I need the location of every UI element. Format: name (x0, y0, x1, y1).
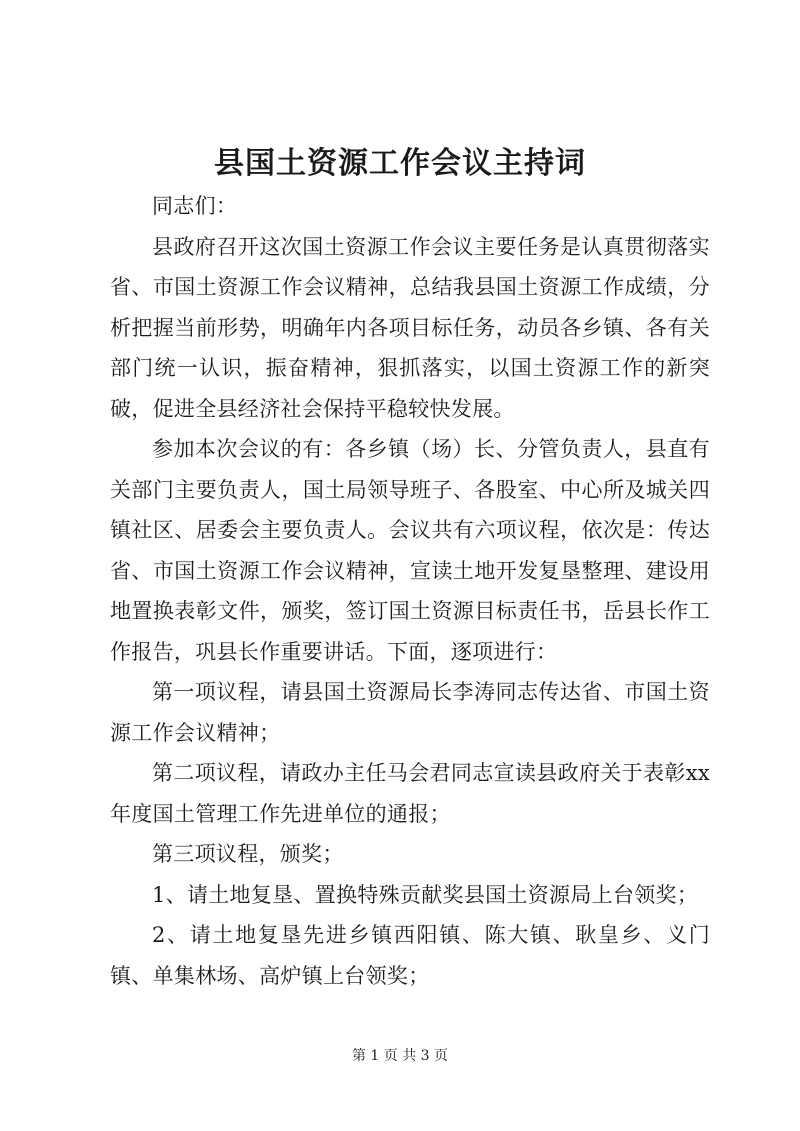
paragraph-agenda-3: 第三项议程，颁奖； (152, 842, 344, 866)
paragraph-agenda-1: 第一项议程，请县国土资源局长李涛同志传达省、市国土资源工作会议精神； (110, 680, 710, 745)
paragraph-agenda-2: 第二项议程，请政办主任马会君同志宣读县政府关于表彰xx年度国土管理工作先进单位的通报； (110, 761, 710, 826)
document-title: 县国土资源工作会议主持词 (214, 146, 586, 181)
page-number-footer: 第 1 页 共 3 页 (351, 1048, 449, 1064)
paragraph-purpose: 县政府召开这次国土资源工作会议主要任务是认真贯彻落实省、市国土资源工作会议精神，总结我县国土资源工作成绩，分析把握当前形势，明确年内各项目标任务，动员各乡镇、各有关部门统一认识，振奋精神，狠抓落实，以国土资源工作的新突破，促进全县经济社会保持平稳较快发展。 (110, 234, 710, 421)
paragraph-attendees: 参加本次会议的有：各乡镇（场）长、分管负责人，县直有关部门主要负责人，国土局领导班子、各股室、中心所及城关四镇社区、居委会主要负责人。会议共有六项议程，依次是：传达省、市国土资源工作会议精神，宣读土地开发复垦整理、建设用地置换表彰文件，颁奖，签订国土资源目标责任书，岳县长作工作报告，巩县长作重要讲话。下面，逐项进行： (110, 437, 710, 664)
paragraph-greeting: 同志们： (152, 194, 238, 218)
document-body (110, 186, 710, 996)
paragraph-award-2: 2、请土地复垦先进乡镇西阳镇、陈大镇、耿皇乡、义门镇、单集林场、高炉镇上台领奖； (110, 923, 710, 988)
paragraph-award-1: 1、请土地复垦、置换特殊贡献奖县国土资源局上台领奖； (152, 882, 699, 907)
